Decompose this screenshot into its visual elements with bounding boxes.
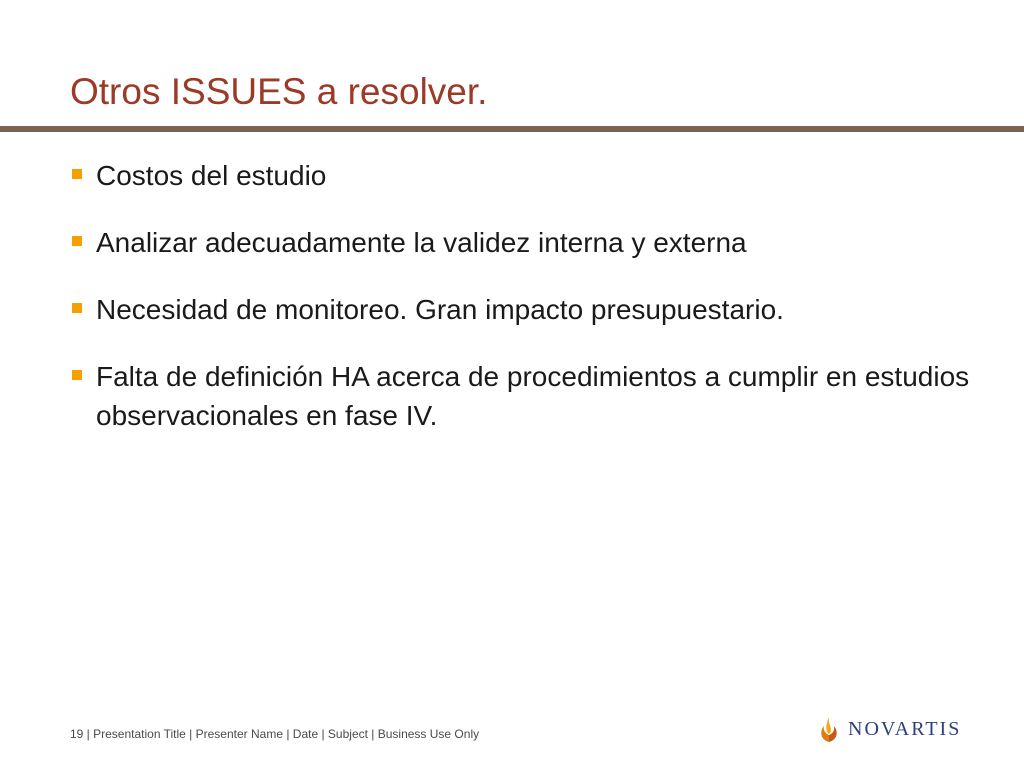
- bullet-text: Necesidad de monitoreo. Gran impacto presupuestario.: [96, 294, 784, 325]
- square-bullet-icon: [72, 236, 82, 246]
- list-item: [72, 223, 992, 262]
- novartis-flame-icon: [818, 715, 840, 743]
- logo-wordmark: NOVARTIS: [848, 717, 962, 740]
- bullet-text: Analizar adecuadamente la validez interna y externa: [96, 227, 747, 258]
- title-divider: [0, 126, 1024, 132]
- novartis-logo: [818, 714, 961, 744]
- footer-text: 19 | Presentation Title | Presenter Name | Date | Subject | Business Use Only: [70, 727, 480, 741]
- bullet-list: [72, 156, 992, 463]
- list-item: [72, 290, 992, 329]
- bullet-text: Falta de definición HA acerca de procedimientos a cumplir en estudios observacionales en fase IV.: [96, 361, 970, 431]
- square-bullet-icon: [72, 370, 82, 380]
- bullet-text: Costos del estudio: [96, 160, 327, 191]
- slide-title: Otros ISSUES a resolver.: [70, 71, 488, 112]
- list-item: [72, 357, 992, 435]
- square-bullet-icon: [72, 303, 82, 313]
- square-bullet-icon: [72, 169, 82, 179]
- list-item: [72, 156, 992, 195]
